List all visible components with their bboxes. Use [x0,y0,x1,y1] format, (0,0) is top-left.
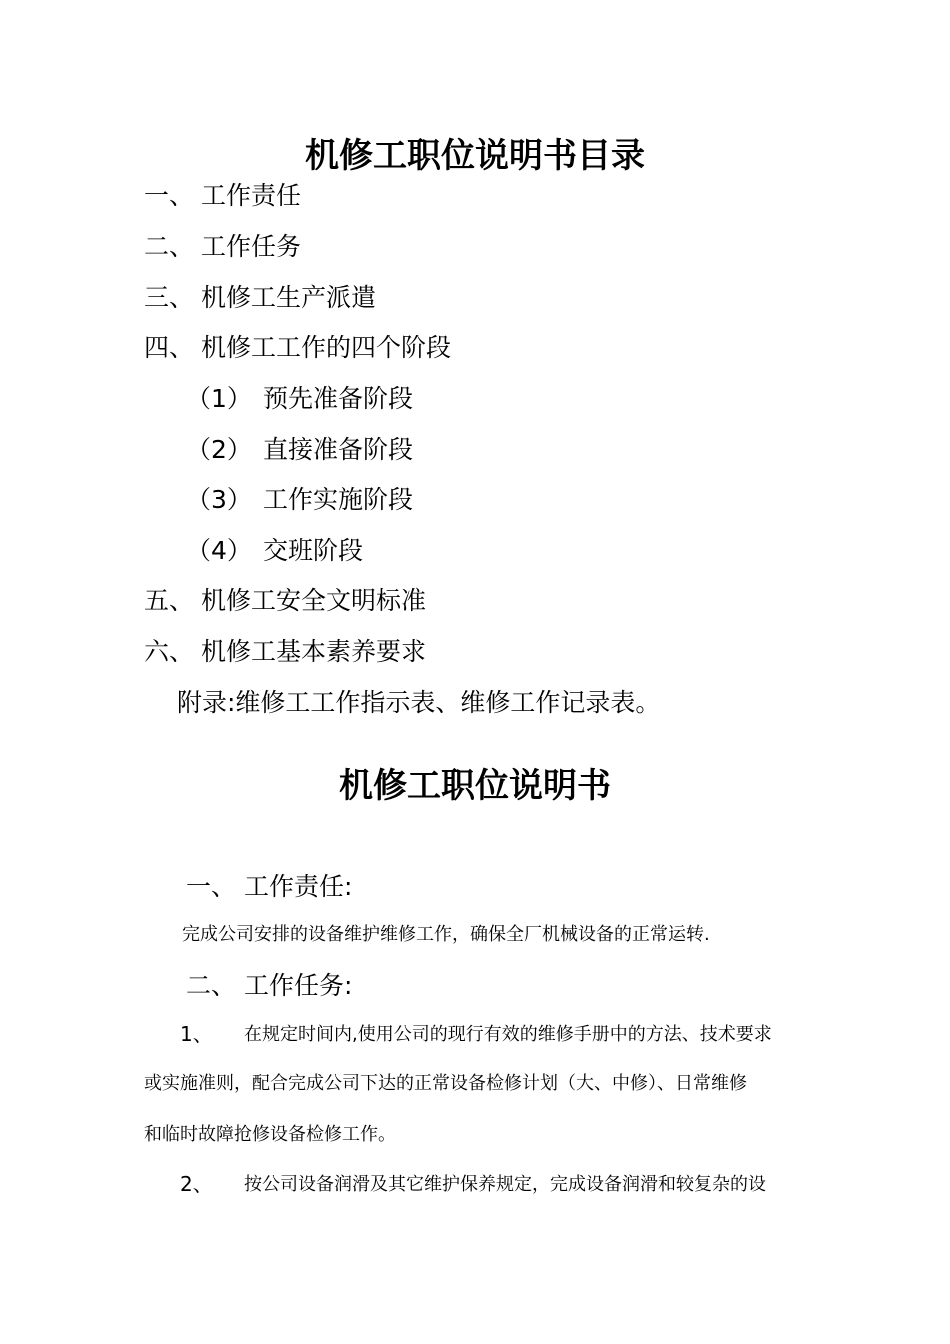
toc-subitem-2-text: 直接准备阶段 [263,435,414,464]
toc-subitem-1-text: 预先准备阶段 [263,384,414,413]
section-1-heading: 工作责任: [244,872,353,901]
toc-item-6-text: 机修工基本素养要求 [201,637,427,666]
toc-item-1-text: 工作责任 [201,181,302,210]
toc-item-5-number: 五、 [144,586,195,615]
toc-item-3-text: 机修工生产派遣 [201,283,377,312]
task-1-line-3: 和临时故障抢修设备检修工作。 [144,1124,396,1145]
section-2-heading: 工作任务: [244,971,353,1000]
task-2-number: 2、 [180,1172,213,1196]
toc-item-4-text: 机修工工作的四个阶段 [201,333,452,362]
toc-item-2-text: 工作任务 [201,232,302,261]
section-2-number: 二、 [186,971,237,1000]
toc-subitem-4-text: 交班阶段 [263,536,364,565]
toc-subitem-3-text: 工作实施阶段 [263,485,414,514]
section-1-body: 完成公司安排的设备维护维修工作，确保全厂机械设备的正常运转. [182,924,710,945]
toc-subitem-2-number: （2） [186,435,252,464]
doc-title: 机修工职位说明书 [339,766,611,806]
toc-subitem-1-number: （1） [186,384,252,413]
toc-appendix: 附录:维修工工作指示表、维修工作记录表。 [177,688,661,717]
toc-item-5-text: 机修工安全文明标准 [201,586,427,615]
toc-subitem-3-number: （3） [186,485,252,514]
task-1-line-2: 或实施准则，配合完成公司下达的正常设备检修计划（大、中修）、日常维修 [144,1073,747,1094]
task-1-line-1: 在规定时间内,使用公司的现行有效的维修手册中的方法、技术要求 [244,1024,772,1045]
task-2-line-1: 按公司设备润滑及其它维护保养规定，完成设备润滑和较复杂的设 [244,1174,766,1195]
toc-item-3-number: 三、 [144,283,195,312]
task-1-number: 1、 [180,1022,213,1046]
toc-item-2-number: 二、 [144,232,195,261]
toc-subitem-4-number: （4） [186,536,252,565]
section-1-number: 一、 [186,872,237,901]
toc-title: 机修工职位说明书目录 [305,136,645,176]
toc-item-6-number: 六、 [144,637,195,666]
toc-item-4-number: 四、 [144,333,195,362]
toc-item-1-number: 一、 [144,181,195,210]
